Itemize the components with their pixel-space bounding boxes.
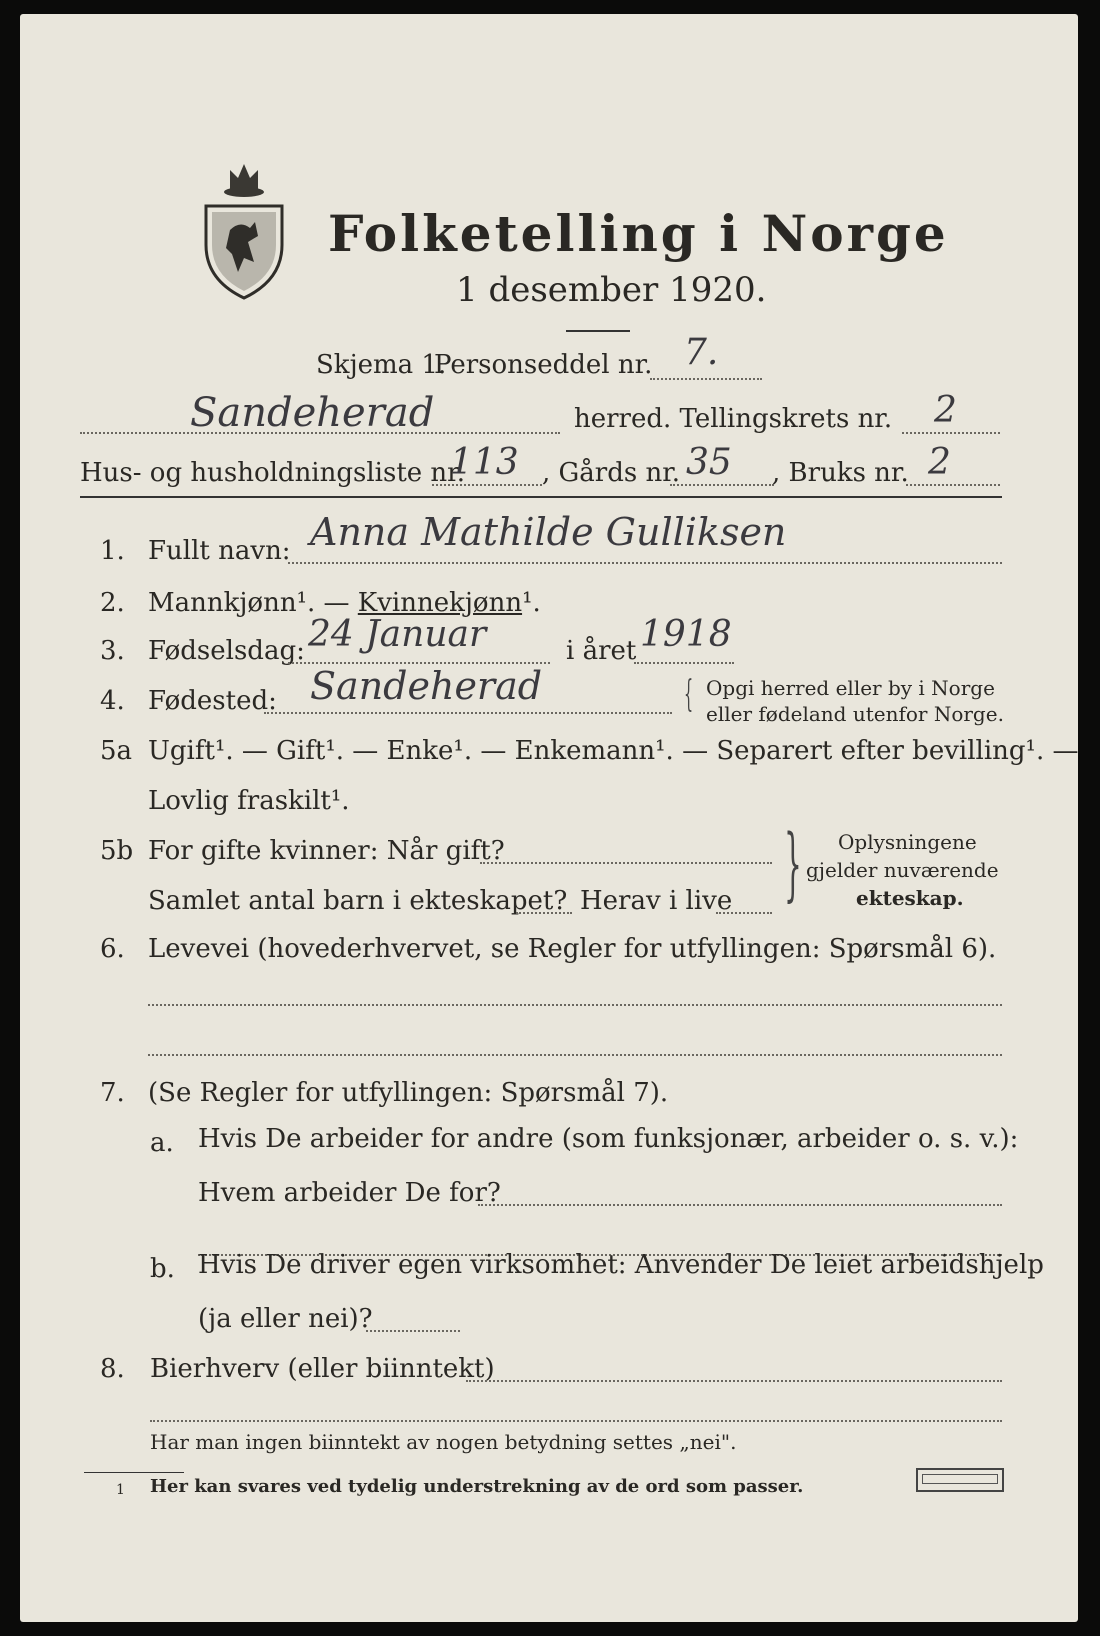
census-date: 1 desember 1920. [456, 270, 767, 310]
q7b-question: Hvis De driver egen virksomhet: Anvender De leiet arbeidshjelp [198, 1250, 1044, 1280]
bruks-field-line [906, 484, 1000, 486]
q4-label: Fødested: [148, 686, 277, 716]
birthday-value[interactable]: 24 Januar [308, 614, 487, 655]
marital-status-divorced-option[interactable]: Lovlig fraskilt¹. [148, 786, 350, 816]
birth-year-field-line [634, 662, 734, 664]
q8-label: Bierhverv (eller biinntekt) [150, 1354, 495, 1384]
census-form-page [20, 14, 1078, 1622]
household-list-value[interactable]: 113 [450, 442, 519, 483]
q5b-brace: } [784, 817, 802, 910]
q6-occupation-label: Levevei (hovederhvervet, se Regler for utfyllingen: Spørsmål 6). [148, 934, 997, 964]
bruks-value[interactable]: 2 [928, 442, 951, 483]
title-underline [566, 330, 630, 332]
q6-number: 6. [100, 934, 125, 964]
birth-year-value[interactable]: 1918 [640, 614, 732, 655]
personseddel-field-line [650, 378, 762, 380]
children-count-field-line [516, 912, 572, 914]
personseddel-value[interactable]: 7. [684, 332, 719, 373]
page-title: Folketelling i Norge [328, 204, 949, 263]
q4-number: 4. [100, 686, 125, 716]
gards-field-line [670, 484, 774, 486]
q1-label: Fullt navn: [148, 536, 291, 566]
occupation-field-line-2 [148, 1054, 1002, 1056]
q3-year-label: i året [566, 636, 637, 666]
q5b-children-label: Samlet antal barn i ekteskapet? [148, 886, 568, 916]
hired-help-field-line [366, 1330, 460, 1332]
q4-brace: { [684, 674, 694, 715]
q8-number: 8. [100, 1354, 125, 1384]
q5b-alive-label: Herav i live [580, 886, 733, 916]
tellingskrets-field-line [902, 432, 1000, 434]
q5b-married-when-label: For gifte kvinner: Når gift? [148, 836, 505, 866]
household-list-field-line [432, 484, 542, 486]
q7a-letter: a. [150, 1128, 174, 1158]
q7b-yes-no-label: (ja eller nei)? [198, 1304, 373, 1334]
norway-coat-of-arms-icon [200, 150, 288, 300]
birthplace-field-line [264, 712, 672, 714]
q1-field-line [288, 562, 1002, 564]
birthplace-value[interactable]: Sandeherad [310, 664, 543, 708]
q7b-letter: b. [150, 1254, 175, 1284]
employer-field-line-1 [478, 1204, 1002, 1206]
personseddel-label: Personseddel nr. [434, 350, 653, 380]
header-divider [80, 496, 1002, 498]
q3-label: Fødselsdag: [148, 636, 305, 666]
side-income-field-line-1 [466, 1380, 1002, 1382]
herred-value[interactable]: Sandeherad [190, 390, 435, 436]
q7-label: (Se Regler for utfyllingen: Spørsmål 7). [148, 1078, 669, 1108]
q2-number: 2. [100, 588, 125, 618]
household-list-label: Hus- og husholdningsliste nr. [80, 458, 466, 488]
gender-male-option[interactable]: Mannkjønn¹. — [148, 588, 358, 618]
q5b-note-line2: gjelder nuværende [806, 858, 999, 882]
q7-number: 7. [100, 1078, 125, 1108]
schema-label: Skjema 1. [316, 350, 447, 380]
children-alive-field-line [716, 912, 772, 914]
q7a-employer-label: Hvem arbeider De for? [198, 1178, 501, 1208]
bruks-label: , Bruks nr. [772, 458, 909, 488]
full-name-value[interactable]: Anna Mathilde Gulliksen [310, 510, 787, 554]
q5b-note-line1: Oplysningene [838, 830, 977, 854]
gards-value[interactable]: 35 [686, 442, 732, 483]
footnote-marker: 1 [116, 1482, 125, 1498]
q7a-question: Hvis De arbeider for andre (som funksjonær, arbeider o. s. v.): [198, 1124, 1019, 1154]
occupation-field-line-1 [148, 1004, 1002, 1006]
gender-footnote-mark: ¹. [522, 588, 541, 618]
side-income-field-line-2 [150, 1420, 1002, 1422]
printer-stamp [916, 1468, 1004, 1492]
q4-note-line2: eller fødeland utenfor Norge. [706, 702, 1004, 726]
q4-note-line1: Opgi herred eller by i Norge [706, 676, 995, 700]
no-income-note: Har man ingen biinntekt av nogen betydning settes „nei". [150, 1430, 737, 1454]
q3-number: 3. [100, 636, 125, 666]
marital-status-options[interactable]: Ugift¹. — Gift¹. — Enke¹. — Enkemann¹. — Separert efter bevilling¹. — [148, 736, 1079, 766]
q5b-note-line3: ekteskap. [856, 886, 964, 910]
gender-female-option[interactable]: Kvinnekjønn [357, 588, 523, 618]
q5b-number: 5b [100, 836, 134, 866]
footnote-text: Her kan svares ved tydelig understrekning av de ord som passer. [150, 1476, 804, 1497]
herred-label: herred. Tellingskrets nr. [574, 404, 893, 434]
tellingskrets-value[interactable]: 2 [934, 390, 957, 431]
q5a-number: 5a [100, 736, 133, 766]
married-when-field-line [480, 862, 772, 864]
footnote-rule [84, 1472, 184, 1473]
q1-number: 1. [100, 536, 125, 566]
gards-label: , Gårds nr. [542, 458, 681, 488]
